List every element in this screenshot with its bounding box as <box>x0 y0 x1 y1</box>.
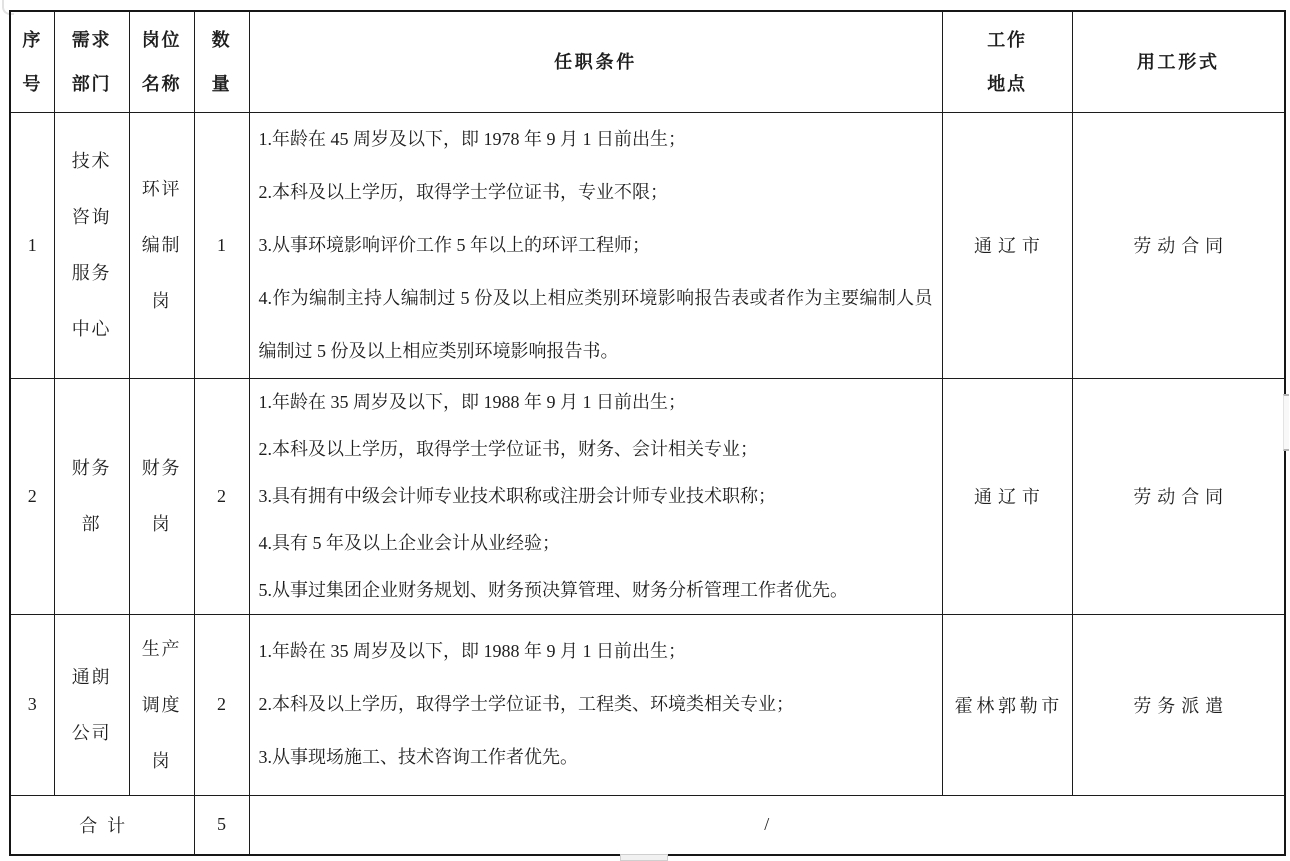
cell-department <box>54 614 129 795</box>
vertical-scrollbar-thumb[interactable] <box>1283 394 1289 451</box>
cell-requirements <box>249 378 942 614</box>
department-text: 通朗公司 <box>71 666 112 743</box>
cell-count: 2 <box>194 378 249 614</box>
summary-row <box>10 795 1285 855</box>
table-row <box>10 614 1285 795</box>
cell-seq: 2 <box>10 378 54 614</box>
requirement-item: 5.从事过集团企业财务规划、财务预决算管理、财务分析管理工作者优先。 <box>258 579 848 600</box>
position-text: 财务岗 <box>141 458 182 534</box>
cell-employment: 劳动合同 <box>1072 112 1285 378</box>
cell-employment: 劳务派遣 <box>1072 614 1285 795</box>
header-employment <box>1072 11 1285 112</box>
header-row <box>10 11 1285 112</box>
header-location-label: 工作地点 <box>987 29 1027 94</box>
position-text: 生产调度岗 <box>141 638 182 771</box>
requirements-list <box>250 113 942 378</box>
cell-department <box>54 378 129 614</box>
header-employment-label: 用工形式 <box>1136 51 1220 72</box>
recruitment-table <box>9 10 1286 856</box>
horizontal-scrollbar-thumb[interactable] <box>620 854 668 861</box>
header-position-label: 岗位名称 <box>141 29 182 94</box>
requirement-item: 2.本科及以上学历，取得学士学位证书，专业不限； <box>258 181 668 202</box>
header-requirements <box>249 11 942 112</box>
cell-count: 1 <box>194 112 249 378</box>
header-department <box>54 11 129 112</box>
header-location <box>942 11 1072 112</box>
cell-location: 通辽市 <box>942 112 1072 378</box>
header-count-label: 数量 <box>211 29 232 94</box>
cell-position <box>129 112 194 378</box>
summary-total: 5 <box>194 795 249 855</box>
cell-location: 霍林郭勒市 <box>942 614 1072 795</box>
table-row <box>10 378 1285 614</box>
requirement-item: 4.具有 5 年及以上企业会计从业经验； <box>258 532 560 553</box>
summary-slash: / <box>249 795 1285 855</box>
header-seq-label: 序号 <box>22 29 43 94</box>
cell-location: 通辽市 <box>942 378 1072 614</box>
cell-count: 2 <box>194 614 249 795</box>
header-count <box>194 11 249 112</box>
header-requirements-label: 任职条件 <box>554 51 637 72</box>
header-position <box>129 11 194 112</box>
cell-position <box>129 378 194 614</box>
requirements-list <box>250 625 942 784</box>
department-text: 财务部 <box>71 458 112 534</box>
requirement-item: 1.年龄在 35 周岁及以下，即 1988 年 9 月 1 日前出生； <box>258 391 686 412</box>
header-department-label: 需求部门 <box>71 29 112 94</box>
position-text: 环评编制岗 <box>141 179 182 311</box>
requirements-list <box>250 379 942 614</box>
cell-requirements <box>249 614 942 795</box>
requirement-item: 1.年龄在 45 周岁及以下，即 1978 年 9 月 1 日前出生； <box>258 128 686 149</box>
cell-seq: 3 <box>10 614 54 795</box>
cell-position <box>129 614 194 795</box>
cell-seq: 1 <box>10 112 54 378</box>
table-row <box>10 112 1285 378</box>
requirement-item: 1.年龄在 35 周岁及以下，即 1988 年 9 月 1 日前出生； <box>258 641 686 661</box>
requirement-item: 2.本科及以上学历，取得学士学位证书，财务、会计相关专业； <box>258 438 758 459</box>
summary-label: 合计 <box>10 795 194 855</box>
cell-requirements <box>249 112 942 378</box>
requirement-item: 3.具有拥有中级会计师专业技术职称或注册会计师专业技术职称； <box>258 485 776 506</box>
header-seq <box>10 11 54 112</box>
requirement-item: 4.作为编制主持人编制过 5 份及以上相应类别环境影响报告表或者作为主要编制人员编制过 5 份及以上相应类别环境影响报告书。 <box>258 287 933 361</box>
requirement-item: 3.从事现场施工、技术咨询工作者优先。 <box>258 747 578 767</box>
department-text: 技术咨询服务中心 <box>71 151 112 339</box>
requirement-item: 2.本科及以上学历，取得学士学位证书，工程类、环境类相关专业； <box>258 694 794 714</box>
cell-employment: 劳动合同 <box>1072 378 1285 614</box>
requirement-item: 3.从事环境影响评价工作 5 年以上的环评工程师； <box>258 234 650 255</box>
cell-department <box>54 112 129 378</box>
